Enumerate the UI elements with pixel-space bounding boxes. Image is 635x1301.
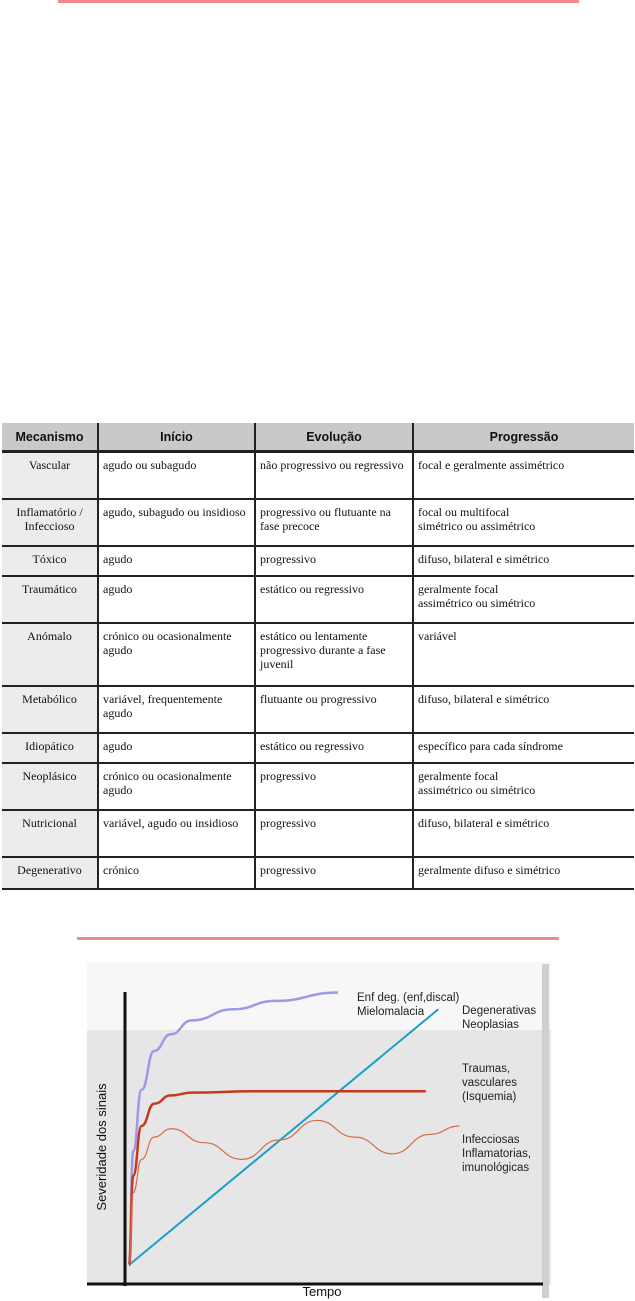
chart-right-edge	[542, 964, 549, 1298]
table-row	[2, 733, 634, 763]
table-row	[2, 686, 634, 733]
cell-mecanismo: Degenerativo	[2, 857, 98, 889]
cell-mecanismo: Tóxico	[2, 546, 98, 576]
cell-mecanismo: Nutricional	[2, 810, 98, 857]
severity-over-time-chart	[87, 962, 551, 1300]
cell-inicio: agudo	[98, 576, 255, 623]
cell-inicio: agudo, subagudo ou insidioso	[98, 499, 255, 546]
cell-progressao: variável	[413, 623, 634, 686]
enf-deg-label: Enf deg. (enf,discal) Mielomalacia	[357, 992, 460, 1018]
mid-divider-rule	[77, 937, 559, 940]
cell-evolucao: progressivo ou flutuante na fase precoce	[255, 499, 413, 546]
table-row	[2, 546, 634, 576]
cell-progressao: geralmente focal assimétrico ou simétrico	[413, 576, 634, 623]
infecciosas-label: Infecciosas Inflamatorias, imunológicas	[462, 1134, 532, 1174]
cell-mecanismo: Vascular	[2, 452, 98, 499]
table-row	[2, 810, 634, 857]
cell-evolucao: progressivo	[255, 763, 413, 810]
cell-inicio: crónico	[98, 857, 255, 889]
cell-inicio: agudo	[98, 733, 255, 763]
table-row	[2, 623, 634, 686]
table-row	[2, 763, 634, 810]
cell-progressao: geralmente difuso e simétrico	[413, 857, 634, 889]
table-row	[2, 452, 634, 499]
cell-inicio: crónico ou ocasionalmente agudo	[98, 763, 255, 810]
table-header	[2, 423, 634, 452]
cell-progressao: focal ou multifocal simétrico ou assimétrico	[413, 499, 634, 546]
table-row	[2, 499, 634, 546]
x-axis-label: Tempo	[302, 1284, 342, 1299]
table-row	[2, 576, 634, 623]
cell-evolucao: estático ou lentamente progressivo durante a fase juvenil	[255, 623, 413, 686]
cell-mecanismo: Anómalo	[2, 623, 98, 686]
mechanism-table	[2, 423, 634, 890]
header-inicio: Início	[98, 423, 255, 452]
cell-progressao: difuso, bilateral e simétrico	[413, 686, 634, 733]
cell-evolucao: progressivo	[255, 546, 413, 576]
cell-inicio: agudo	[98, 546, 255, 576]
header-mecanismo: Mecanismo	[2, 423, 98, 452]
cell-evolucao: não progressivo ou regressivo	[255, 452, 413, 499]
cell-inicio: crónico ou ocasionalmente agudo	[98, 623, 255, 686]
cell-progressao: focal e geralmente assimétrico	[413, 452, 634, 499]
cell-mecanismo: Metabólico	[2, 686, 98, 733]
table-body	[2, 452, 634, 889]
cell-progressao: difuso, bilateral e simétrico	[413, 810, 634, 857]
cell-inicio: variável, frequentemente agudo	[98, 686, 255, 733]
cell-inicio: variável, agudo ou insidioso	[98, 810, 255, 857]
cell-mecanismo: Inflamatório / Infeccioso	[2, 499, 98, 546]
cell-evolucao: estático ou regressivo	[255, 576, 413, 623]
cell-progressao: difuso, bilateral e simétrico	[413, 546, 634, 576]
cell-evolucao: progressivo	[255, 810, 413, 857]
table-row	[2, 857, 634, 889]
header-evolucao: Evolução	[255, 423, 413, 452]
cell-evolucao: flutuante ou progressivo	[255, 686, 413, 733]
header-row	[2, 423, 634, 452]
cell-progressao: específico para cada síndrome	[413, 733, 634, 763]
top-divider-rule	[58, 0, 579, 3]
cell-mecanismo: Neoplásico	[2, 763, 98, 810]
cell-evolucao: progressivo	[255, 857, 413, 889]
header-progressao: Progressão	[413, 423, 634, 452]
y-axis-label: Severidade dos sinais	[94, 1083, 109, 1211]
cell-evolucao: estático ou regressivo	[255, 733, 413, 763]
degenerativas-label: Degenerativas Neoplasias	[462, 1005, 537, 1031]
cell-progressao: geralmente focal assimétrico ou simétrico	[413, 763, 634, 810]
traumas-label: Traumas, vasculares (Isquemia)	[462, 1063, 517, 1103]
cell-mecanismo: Idiopático	[2, 733, 98, 763]
cell-mecanismo: Traumático	[2, 576, 98, 623]
cell-inicio: agudo ou subagudo	[98, 452, 255, 499]
